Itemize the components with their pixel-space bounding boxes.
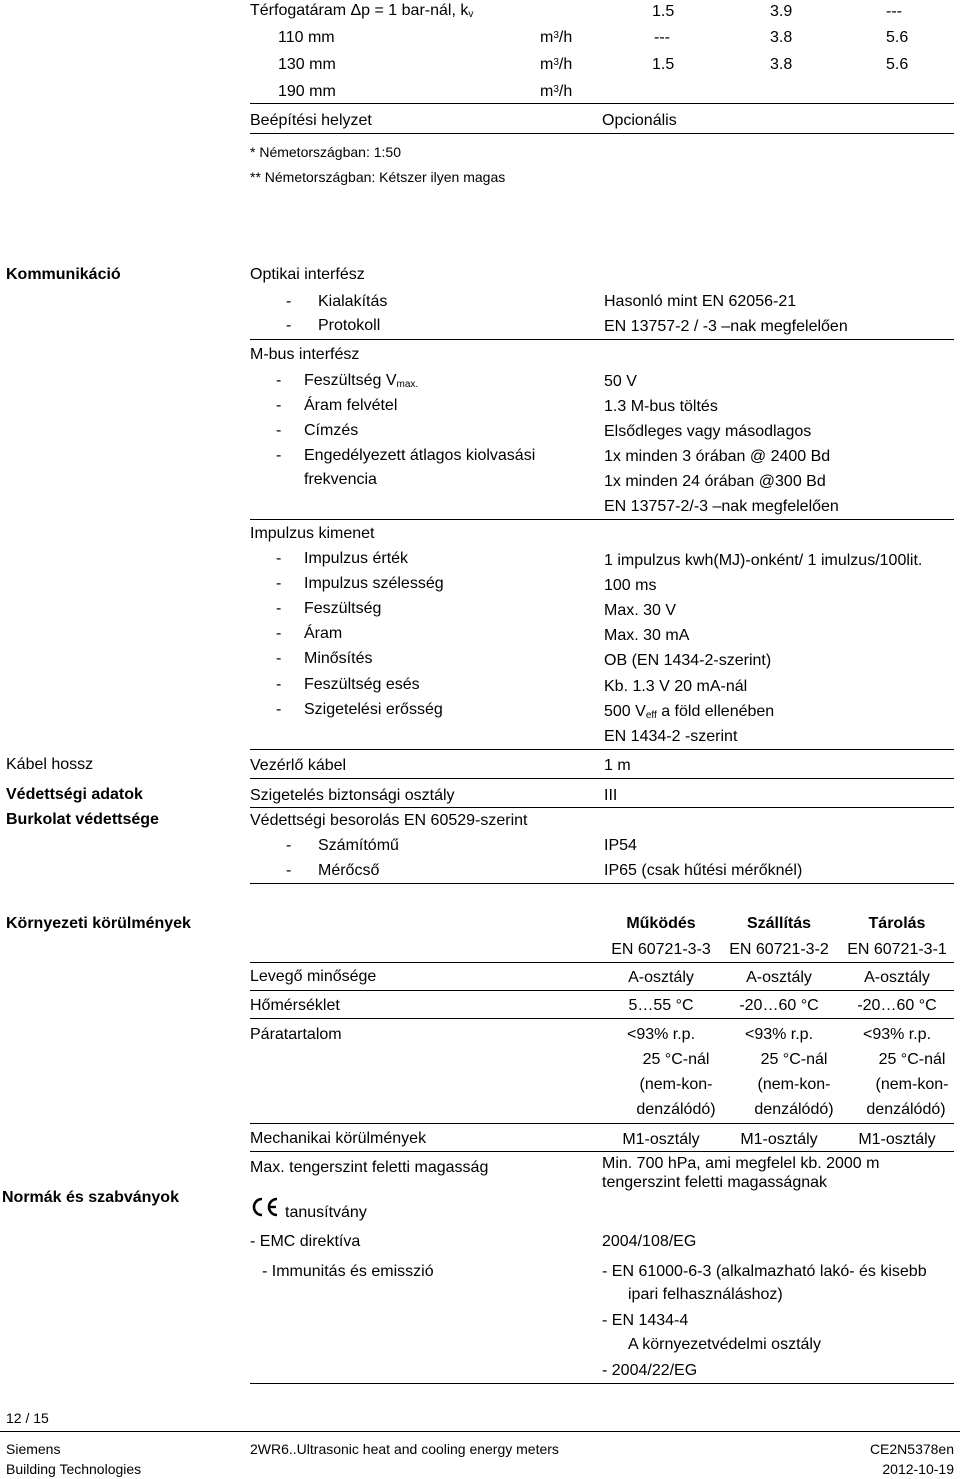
dash: -: [276, 650, 282, 667]
pulse-insulation-label: Szigetelési erősség: [304, 701, 443, 718]
humidity-note: denzálódó): [636, 1101, 716, 1118]
ip-rating-label: Védettségi besorolás EN 60529-szerint: [250, 812, 528, 829]
optical-interface-title: Optikai interfész: [250, 266, 365, 283]
calculator-value: IP54: [604, 837, 637, 854]
pulse-width-label: Impulzus szélesség: [304, 575, 444, 592]
immunity-label: - Immunitás és emisszió: [262, 1263, 434, 1280]
section-heading-enclosure: Burkolat védettsége: [6, 811, 159, 828]
pulse-current-label: Áram: [304, 625, 343, 642]
cable-value: 1 m: [604, 757, 631, 774]
humidity-note: 25 °C-nál: [878, 1051, 946, 1068]
install-value: Opcionális: [602, 112, 677, 129]
env-col-storage: Tárolás: [868, 915, 926, 932]
footer-company: Siemens: [6, 1441, 61, 1457]
flow-row-value: 1.5: [652, 56, 675, 73]
ce-mark-icon: [250, 1196, 280, 1218]
divider: [250, 749, 954, 750]
flow-row-value: 5.6: [886, 56, 909, 73]
flow-row-label: 110 mm: [278, 29, 335, 46]
divider: [250, 1018, 954, 1019]
cable-label: Vezérlő kábel: [250, 757, 347, 774]
dash: -: [276, 550, 282, 567]
env-std: EN 60721-3-1: [847, 941, 947, 958]
altitude-label: Max. tengerszint feletti magasság: [250, 1159, 489, 1176]
divider: [250, 778, 954, 779]
flow-row-value: 3.8: [770, 29, 793, 46]
humidity-value: <93% r.p.: [626, 1026, 696, 1043]
footnote-2: ** Németországban: Kétszer ilyen magas: [250, 169, 506, 185]
temperature-value: -20…60 °C: [857, 997, 937, 1014]
humidity-value: <93% r.p.: [744, 1026, 814, 1043]
mbus-address-label: Címzés: [304, 422, 359, 439]
humidity-note: denzálódó): [754, 1101, 834, 1118]
mbus-voltage-label: Feszültség $V_{max.}$: [304, 372, 419, 390]
footer-date: 2012-10-19: [882, 1461, 954, 1477]
flow-row-unit: $m^3/h$: [540, 29, 573, 46]
divider: [250, 1151, 954, 1152]
divider: [250, 883, 954, 884]
dash: -: [276, 701, 282, 718]
immunity-value: A környezetvédelmi osztály: [628, 1336, 821, 1353]
divider: [250, 339, 954, 340]
pulse-insulation-value: 500 $V_{eff}$ a föld ellenében: [604, 703, 775, 721]
footer-product: 2WR6..Ultrasonic heat and cooling energy meters: [250, 1441, 559, 1457]
divider: [250, 133, 954, 134]
flow-row-label: 190 mm: [278, 83, 336, 100]
flow-row-unit: $m^3/h$: [540, 83, 573, 100]
dash: -: [276, 625, 282, 642]
dash: -: [286, 293, 292, 310]
humidity-value: <93% r.p.: [862, 1026, 932, 1043]
dash: -: [276, 372, 282, 389]
divider: [250, 1123, 954, 1124]
altitude-value: tengerszint feletti magasságnak: [602, 1174, 828, 1191]
mbus-frequency-label: Engedélyezett átlagos kiolvasási: [304, 447, 536, 464]
dash: -: [286, 837, 292, 854]
divider: [250, 103, 954, 104]
pulse-qualification-label: Minősítés: [304, 650, 373, 667]
ce-certificate-label: tanusítvány: [285, 1204, 367, 1221]
section-heading-norms: Normák és szabványok: [2, 1189, 179, 1206]
mbus-address-value: Elsődleges vagy másodlagos: [604, 423, 812, 440]
divider: [250, 962, 954, 963]
immunity-value: - 2004/22/EG: [602, 1362, 698, 1379]
pulse-current-value: Max. 30 mA: [604, 627, 690, 644]
mbus-interface-title: M-bus interfész: [250, 346, 360, 363]
mbus-voltage-value: 50 V: [604, 373, 637, 390]
dash: -: [276, 447, 282, 464]
flow-row-unit: $m^3/h$: [540, 56, 573, 73]
pulse-insulation-value: EN 1434-2 -szerint: [604, 728, 738, 745]
immunity-value: - EN 1434-4: [602, 1312, 689, 1329]
mbus-frequency-label: frekvencia: [304, 471, 377, 488]
air-quality-value: A-osztály: [746, 969, 812, 986]
dash: -: [286, 317, 292, 334]
humidity-note: 25 °C-nál: [642, 1051, 710, 1068]
pulse-width-value: 100 ms: [604, 577, 657, 594]
section-heading-environment: Környezeti körülmények: [6, 915, 191, 932]
tube-value: IP65 (csak hűtési mérőknél): [604, 862, 803, 879]
pulse-value-value: 1 impulzus kwh(MJ)-onként/ 1 imulzus/100lit.: [604, 552, 923, 569]
flow-row-value: ---: [654, 29, 670, 46]
pulse-voltage-drop-value: Kb. 1.3 V 20 mA-nál: [604, 678, 748, 695]
optical-protocol-label: Protokoll: [318, 317, 381, 334]
optical-design-label: Kialakítás: [318, 293, 388, 310]
section-heading-cable: Kábel hossz: [6, 756, 94, 773]
optical-protocol-value: EN 13757-2 / -3 –nak megfelelően: [604, 318, 848, 335]
pulse-voltage-value: Max. 30 V: [604, 602, 677, 619]
section-heading-communication: Kommunikáció: [6, 266, 121, 283]
section-heading-protection: Védettségi adatok: [6, 786, 143, 803]
pulse-qualification-value: OB (EN 1434-2-szerint): [604, 652, 772, 669]
footer-company: Building Technologies: [6, 1461, 142, 1477]
tube-label: Mérőcső: [318, 862, 380, 879]
mechanical-value: M1-osztály: [622, 1131, 700, 1148]
mechanical-value: M1-osztály: [858, 1131, 936, 1148]
page-number: 12 / 15: [6, 1410, 49, 1426]
immunity-value: ipari felhasználáshoz): [628, 1286, 783, 1303]
dash: -: [276, 422, 282, 439]
flow-title: Térfogatáram Δp = 1 bar-nál, $k_v$: [250, 2, 474, 20]
env-col-operation: Működés: [626, 915, 696, 932]
humidity-note: (nem-kon-: [639, 1076, 713, 1093]
insulation-class-label: Szigetelés biztonsági osztály: [250, 787, 455, 804]
env-std: EN 60721-3-2: [729, 941, 829, 958]
mechanical-value: M1-osztály: [740, 1131, 818, 1148]
flow-header-value-2: 3.9: [770, 3, 793, 20]
temperature-label: Hőmérséklet: [250, 997, 340, 1014]
air-quality-label: Levegő minősége: [250, 968, 377, 985]
mbus-frequency-value: 1x minden 3 órában @ 2400 Bd: [604, 448, 831, 465]
dash: -: [276, 600, 282, 617]
dash: -: [286, 862, 292, 879]
temperature-value: -20…60 °C: [739, 997, 819, 1014]
air-quality-value: A-osztály: [628, 969, 694, 986]
optical-design-value: Hasonló mint EN 62056-21: [604, 293, 797, 310]
pulse-voltage-label: Feszültség: [304, 600, 382, 617]
immunity-value: - EN 61000-6-3 (alkalmazható lakó- és kisebb: [602, 1263, 927, 1280]
altitude-value: Min. 700 hPa, ami megfelel kb. 2000 m: [602, 1155, 880, 1172]
emc-value: 2004/108/EG: [602, 1233, 697, 1250]
pulse-voltage-drop-label: Feszültség esés: [304, 676, 420, 693]
mbus-current-value: 1.3 M-bus töltés: [604, 398, 718, 415]
mbus-current-label: Áram felvétel: [304, 397, 398, 414]
divider: [250, 1383, 954, 1384]
dash: -: [276, 397, 282, 414]
dash: -: [276, 676, 282, 693]
air-quality-value: A-osztály: [864, 969, 930, 986]
mbus-frequency-value: EN 13757-2/-3 –nak megfelelően: [604, 498, 839, 515]
flow-header-value-3: ---: [886, 3, 902, 20]
footer-document-id: CE2N5378en: [869, 1441, 954, 1457]
divider: [250, 990, 954, 991]
emc-label: - EMC direktíva: [250, 1233, 361, 1250]
footnote-1: * Németországban: 1:50: [250, 144, 401, 160]
pulse-output-title: Impulzus kimenet: [250, 525, 375, 542]
humidity-note: (nem-kon-: [757, 1076, 831, 1093]
humidity-note: (nem-kon-: [875, 1076, 949, 1093]
flow-header-value-1: 1.5: [652, 3, 675, 20]
temperature-value: 5…55 °C: [628, 997, 694, 1014]
divider: [250, 807, 954, 808]
dash: -: [276, 575, 282, 592]
humidity-note: denzálódó): [866, 1101, 946, 1118]
flow-row-value: 5.6: [886, 29, 909, 46]
footer-divider: [0, 1431, 960, 1432]
env-std: EN 60721-3-3: [611, 941, 711, 958]
pulse-value-label: Impulzus érték: [304, 550, 409, 567]
flow-row-label: 130 mm: [278, 56, 336, 73]
env-col-transport: Szállítás: [746, 915, 812, 932]
flow-row-value: 3.8: [770, 56, 793, 73]
divider: [250, 519, 954, 520]
mbus-frequency-value: 1x minden 24 órában @300 Bd: [604, 473, 826, 490]
install-label: Beépítési helyzet: [250, 112, 372, 129]
humidity-label: Páratartalom: [250, 1026, 342, 1043]
insulation-class-value: III: [604, 787, 618, 804]
calculator-label: Számítómű: [318, 837, 399, 854]
mechanical-label: Mechanikai körülmények: [250, 1130, 427, 1147]
humidity-note: 25 °C-nál: [760, 1051, 828, 1068]
